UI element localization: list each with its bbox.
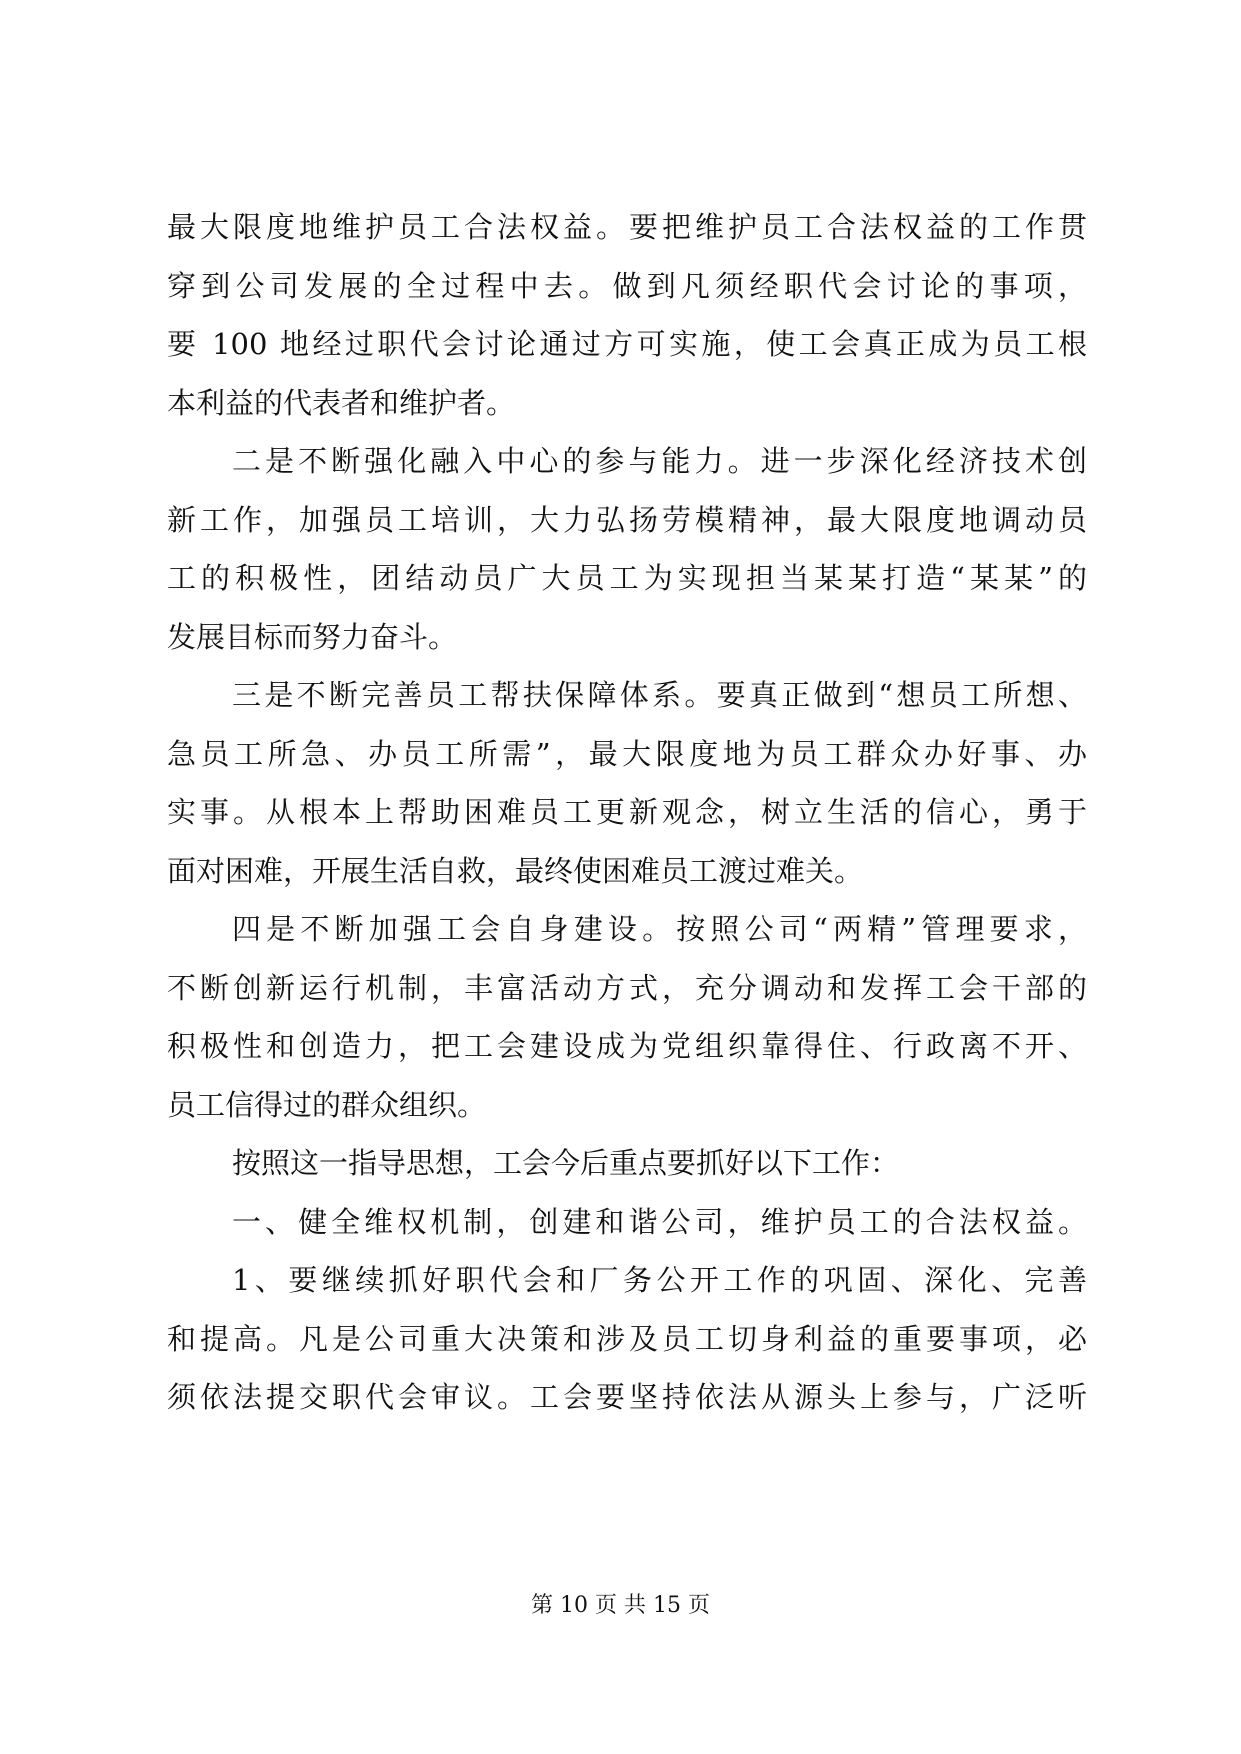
text-line: 和提高。凡是公司重大决策和涉及员工切身利益的重要事项，必: [167, 1322, 1087, 1356]
text-line: 本利益的代表者和维护者。: [167, 386, 516, 420]
text-line: 积极性和创造力，把工会建设成为党组织靠得住、行政离不开、: [167, 1029, 1087, 1063]
text-line: 1、要继续抓好职代会和厂务公开工作的巩固、深化、完善: [232, 1263, 1087, 1297]
text-line: 须依法提交职代会审议。工会要坚持依法从源头上参与，广泛听: [167, 1380, 1087, 1414]
text-line: 工的积极性，团结动员广大员工为实现担当某某打造“某某”的: [167, 561, 1087, 595]
text-line: 四是不断加强工会自身建设。按照公司“两精”管理要求，: [232, 912, 1087, 946]
text-line: 新工作，加强员工培训，大力弘扬劳模精神，最大限度地调动员: [167, 503, 1087, 537]
text-line: 一、健全维权机制，创建和谐公司，维护员工的合法权益。: [232, 1205, 1087, 1239]
text-line: 要 100 地经过职代会讨论通过方可实施，使工会真正成为员工根: [167, 327, 1087, 361]
text-line: 急员工所急、办员工所需”，最大限度地为员工群众办好事、办: [167, 737, 1087, 771]
text-line: 实事。从根本上帮助困难员工更新观念，树立生活的信心，勇于: [167, 795, 1087, 829]
text-line: 面对困难，开展生活自救，最终使困难员工渡过难关。: [167, 854, 864, 888]
text-line: 不断创新运行机制，丰富活动方式，充分调动和发挥工会干部的: [167, 971, 1087, 1005]
text-line: 发展目标而努力奋斗。: [167, 620, 458, 654]
text-line: 三是不断完善员工帮扶保障体系。要真正做到“想员工所想、: [232, 678, 1087, 712]
text-line: 二是不断强化融入中心的参与能力。进一步深化经济技术创: [232, 444, 1087, 478]
text-line: 员工信得过的群众组织。: [167, 1088, 487, 1122]
text-line: 最大限度地维护员工合法权益。要把维护员工合法权益的工作贯: [167, 210, 1087, 244]
text-line: 按照这一指导思想，工会今后重点要抓好以下工作：: [232, 1146, 900, 1180]
page-number: 第 10 页 共 15 页: [531, 1593, 710, 1618]
text-line: 穿到公司发展的全过程中去。做到凡须经职代会讨论的事项，: [167, 269, 1087, 303]
